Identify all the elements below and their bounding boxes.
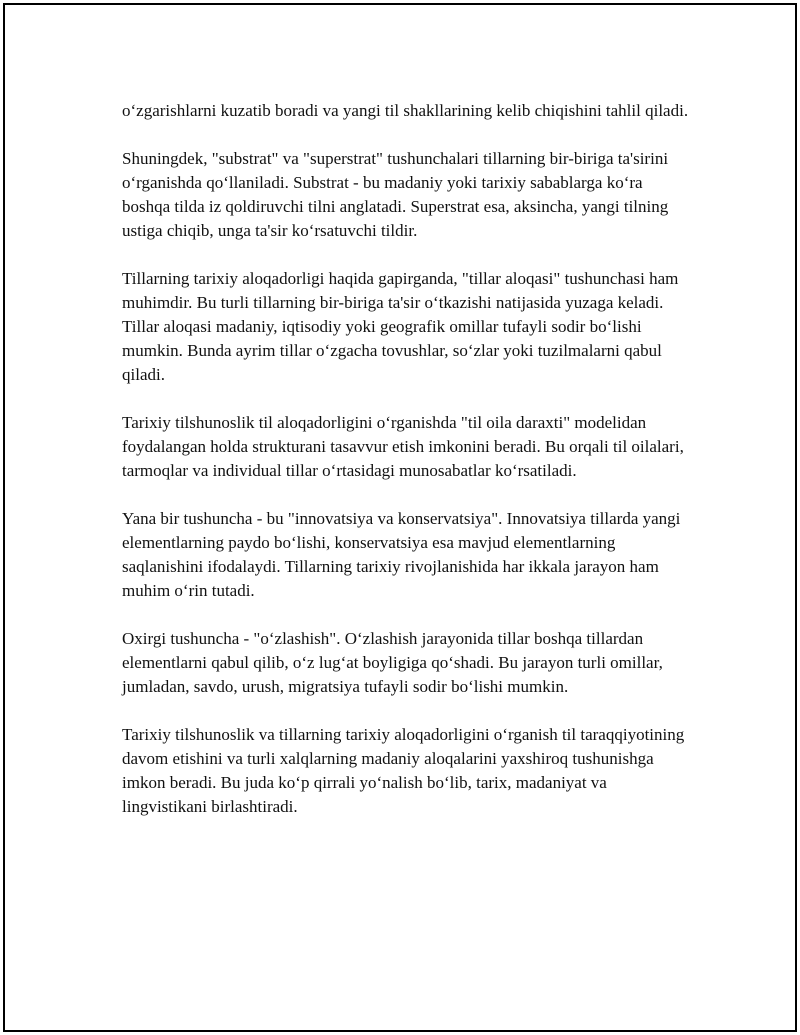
paragraph-1: o‘zgarishlarni kuzatib boradi va yangi til shakllarining kelib chiqishini tahlil qiladi. (122, 101, 689, 120)
paragraph-2: Shuningdek, "substrat" va "superstrat" tushunchalari tillarning bir-biriga ta'sirini o‘rganishda qo‘llaniladi. Substrat - bu madaniy yoki tarixiy sabablarga ko‘ra boshqa tilda iz qoldiruvchi tilni anglatadi. Superstrat esa, aksincha, yangi tilning ustiga chiqib, unga ta'sir ko‘rsatuvchi tildir. (122, 149, 669, 240)
paragraph-4: Tarixiy tilshunoslik til aloqadorligini o‘rganishda "til oila daraxti" modelidan foydalangan holda strukturani tasavvur etish imkonini beradi. Bu orqali til oilalari, tarmoqlar va individual tillar o‘rtasidagi munosabatlar ko‘rsatiladi. (122, 413, 684, 480)
page-frame (3, 3, 797, 1032)
paragraph-3: Tillarning tarixiy aloqadorligi haqida gapirganda, "tillar aloqasi" tushunchasi ham muhimdir. Bu turli tillarning bir-biriga ta'sir o‘tkazishi natijasida yuzaga keladi. Tillar aloqasi madaniy, iqtisodiy yoki geografik omillar tufayli sodir bo‘lishi mumkin. Bunda ayrim tillar o‘zgacha tovushlar, so‘zlar yoki tuzilmalarni qabul qiladi. (122, 269, 679, 384)
document-body (122, 99, 694, 843)
paragraph-6: Oxirgi tushuncha - "o‘zlashish". O‘zlashish jarayonida tillar boshqa tillardan elementlarni qabul qilib, o‘z lug‘at boyligiga qo‘shadi. Bu jarayon turli omillar, jumladan, savdo, urush, migratsiya tufayli sodir bo‘lishi mumkin. (122, 629, 663, 696)
paragraph-7: Tarixiy tilshunoslik va tillarning tarixiy aloqadorligini o‘rganish til taraqqiyotining davom etishini va turli xalqlarning madaniy aloqalarini yaxshiroq tushunishga imkon beradi. Bu juda ko‘p qirrali yo‘nalish bo‘lib, tarix, madaniyat va lingvistikani birlashtiradi. (122, 725, 685, 816)
paragraph-5: Yana bir tushuncha - bu "innovatsiya va konservatsiya". Innovatsiya tillarda yangi elementlarning paydo bo‘lishi, konservatsiya esa mavjud elementlarning saqlanishini ifodalaydi. Tillarning tarixiy rivojlanishida har ikkala jarayon ham muhim o‘rin tutadi. (122, 509, 681, 600)
